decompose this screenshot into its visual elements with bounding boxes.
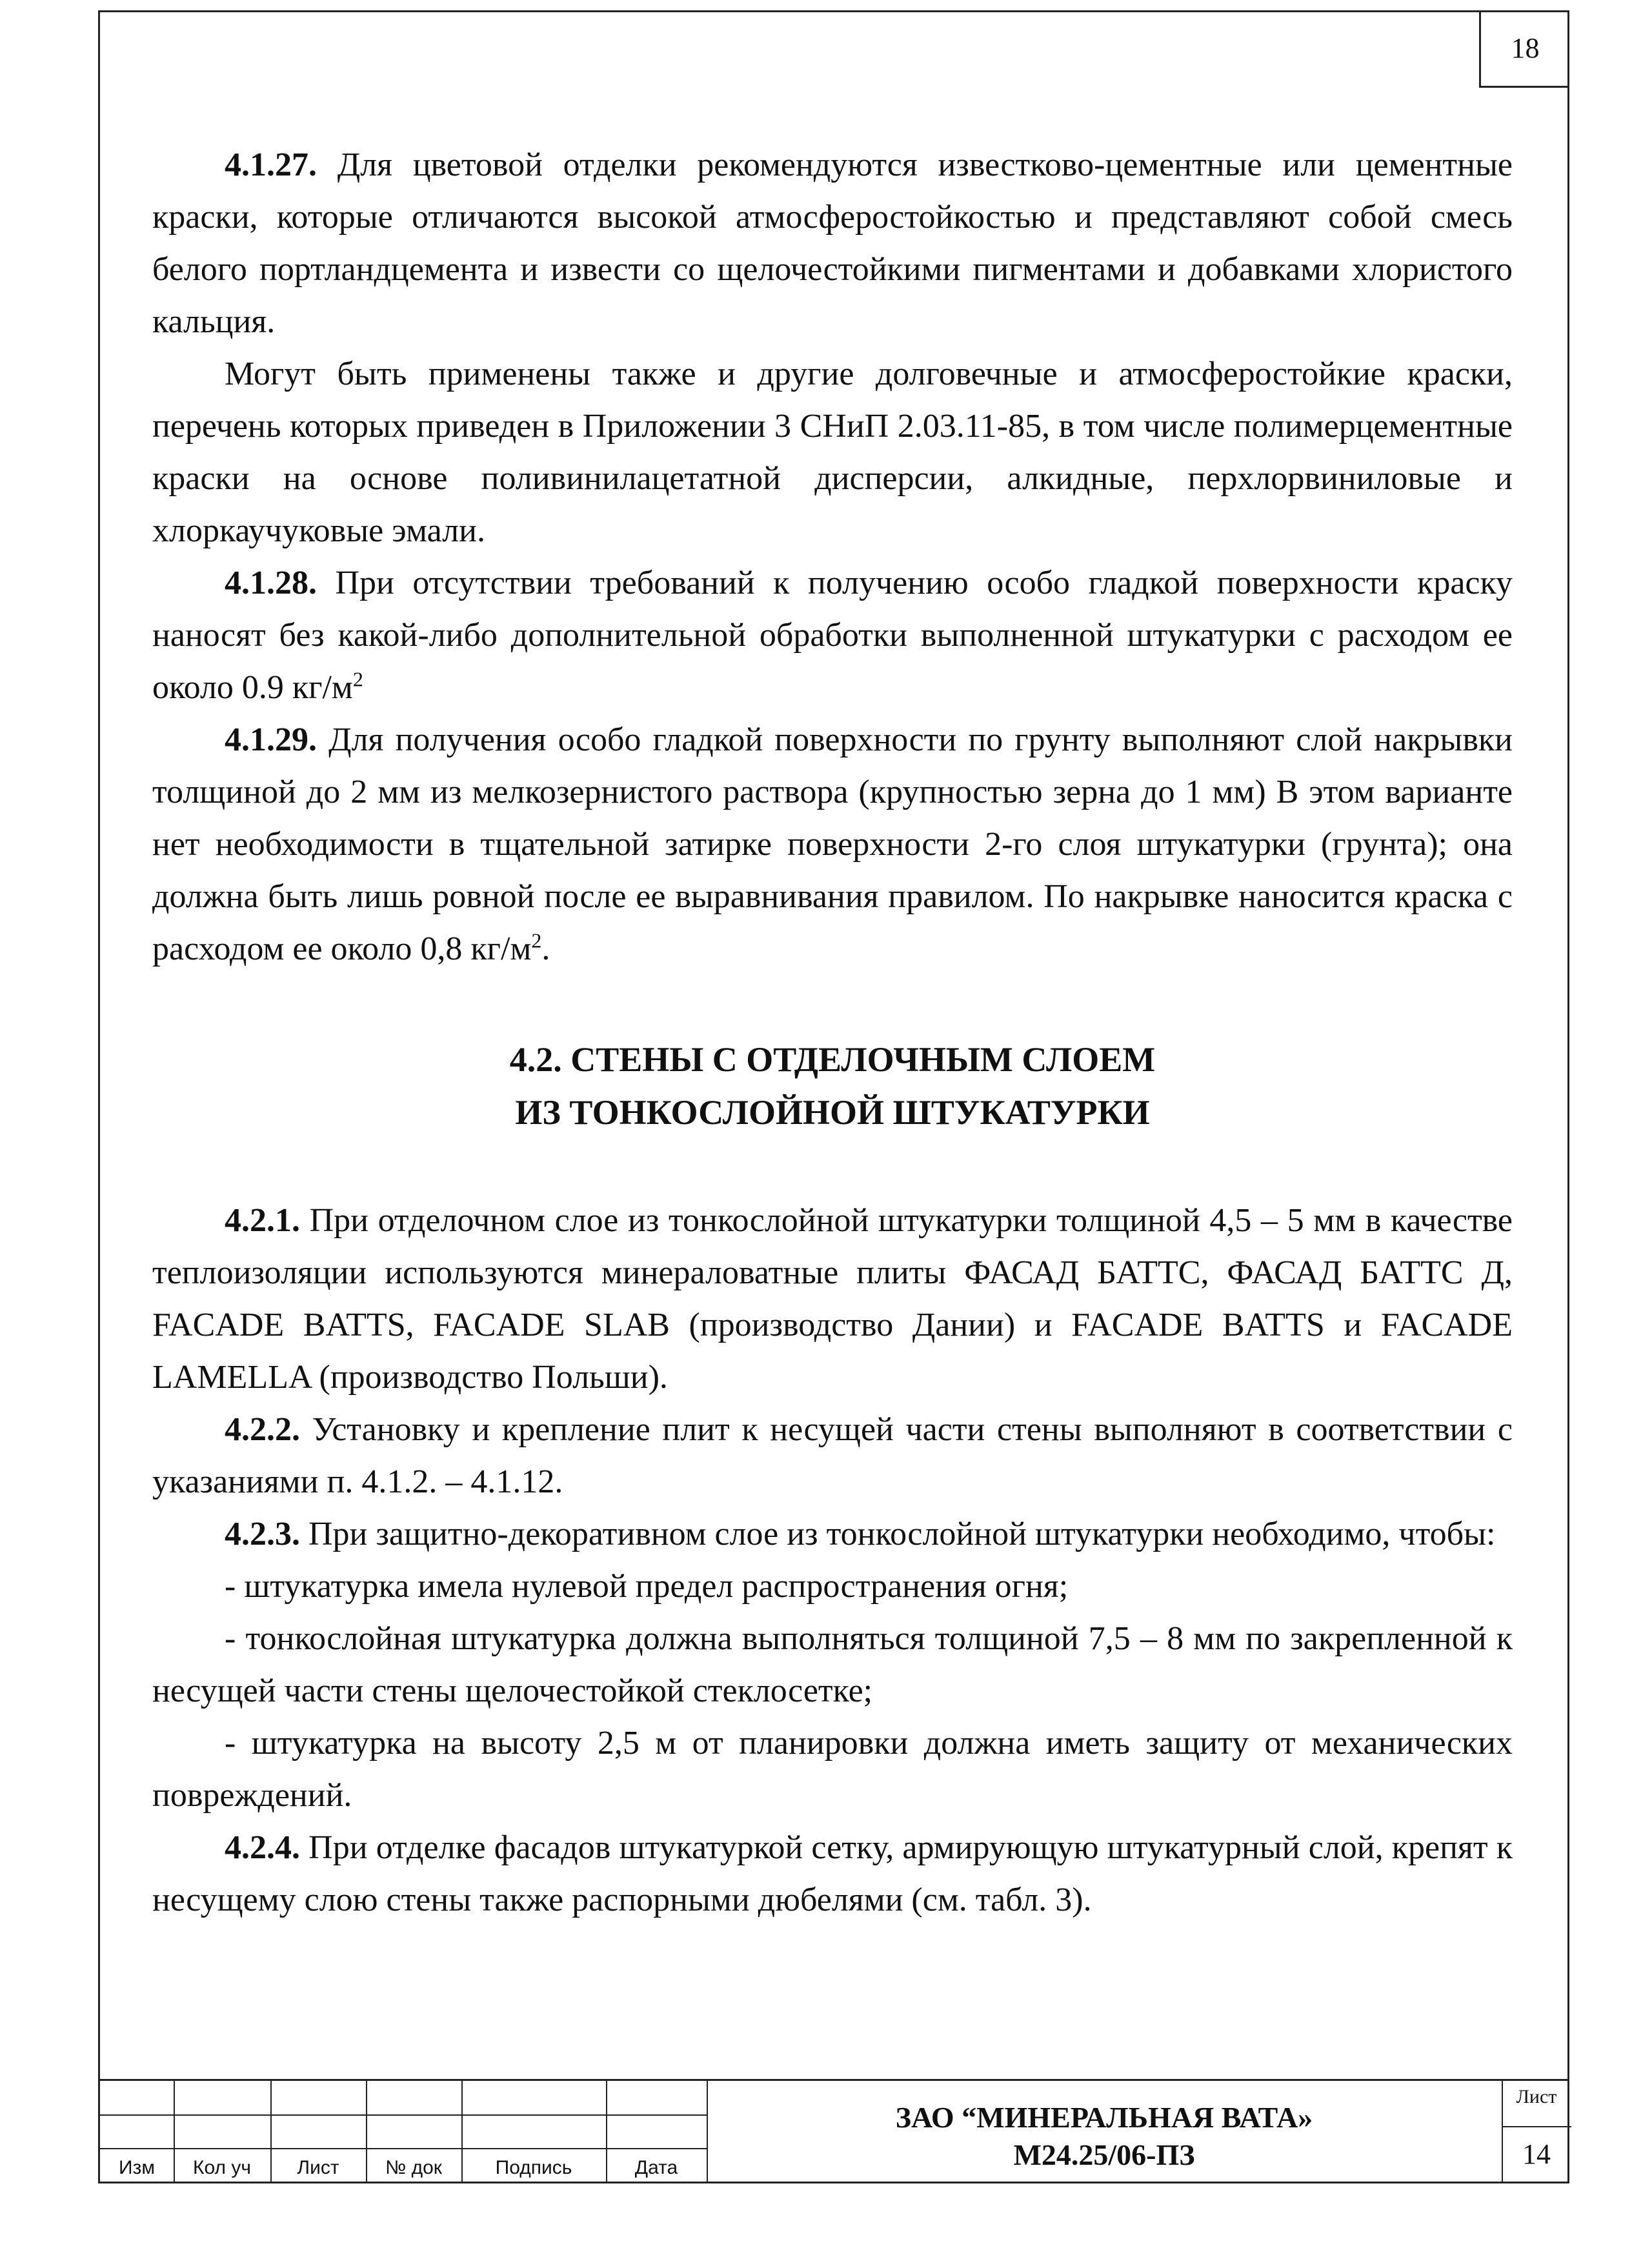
paragraph-text: При отсутствии требований к получению особо гладкой поверхности краску наносят без какой-либо дополнительной обработки выполненной штукатурки с расходом ее около 0.9 кг/м <box>152 565 1513 706</box>
paragraph-text: - тонкослойная штукатурка должна выполняться толщиной 7,5 – 8 мм по закрепленной к несущей части стены щелочестойкой стеклосетке; <box>152 1620 1513 1709</box>
paragraph-number: 4.2.3. <box>225 1516 300 1552</box>
paragraph-text: Установку и крепление плит к несущей части стены выполняют в соответствии с указаниями п. 4.1.2. – 4.1.12. <box>152 1411 1513 1500</box>
paragraph-number: 4.1.29. <box>225 721 317 758</box>
col-izm: Изм <box>119 2157 155 2178</box>
organization-name: ЗАО “МИНЕРАЛЬНАЯ ВАТА» <box>895 2101 1313 2134</box>
organization-block <box>707 2099 1502 2174</box>
heading-line-2: ИЗ ТОНКОСЛОЙНОЙ ШТУКАТУРКИ <box>515 1093 1150 1132</box>
paragraph-number: 4.1.28. <box>225 565 317 601</box>
paragraph-number: 4.1.27. <box>225 146 317 183</box>
heading-line-1: 4.2. СТЕНЫ С ОТДЕЛОЧНЫМ СЛОЕМ <box>509 1040 1156 1079</box>
paragraph <box>152 1194 1513 1403</box>
paragraph-text: При защитно-декоративном слое из тонкослойной штукатурки необходимо, чтобы: <box>300 1516 1496 1552</box>
paragraph-text: Для получения особо гладкой поверхности по грунту выполняют слой накрывки толщиной до 2 мм из мелкозернистого раствора (крупностью зерна до 1 мм) В этом варианте нет необходимости в тщательной затирке поверхности 2-го слоя штукатурки (грунта); она должна быть лишь ровной после ее выравнивания правилом. По накрывке наносится краска с расходом ее около 0,8 кг/м <box>152 721 1513 967</box>
section-4-2-paragraphs <box>152 1194 1513 1926</box>
paragraph <box>152 348 1513 557</box>
paragraph <box>152 714 1513 975</box>
paragraph <box>152 1403 1513 1508</box>
section-4-1-paragraphs <box>152 139 1513 975</box>
col-kol-uch: Кол уч <box>193 2157 251 2178</box>
paragraph-tail: . <box>541 930 550 967</box>
superscript: 2 <box>531 928 542 952</box>
col-date: Дата <box>634 2157 678 2178</box>
title-block <box>98 2079 1569 2183</box>
superscript: 2 <box>352 667 363 691</box>
sheet-label: Лист <box>1516 2086 1557 2107</box>
paragraph <box>152 557 1513 714</box>
paragraph-text: Могут быть применены также и другие долговечные и атмосферостойкие краски, перечень которых приведен в Приложении 3 СНиП 2.03.11-85, в том числе полимерцементные краски на основе поливинилацетатной дисперсии, алкидные, перхлорвиниловые и хлоркаучуковые эмали. <box>152 356 1513 549</box>
page-number: 18 <box>1479 10 1569 88</box>
paragraph <box>152 1717 1513 1821</box>
document-code: М24.25/06-ПЗ <box>1013 2138 1195 2171</box>
paragraph-text: - штукатурка имела нулевой предел распространения огня; <box>225 1568 1069 1605</box>
paragraph <box>152 1560 1513 1612</box>
sheet-number: 14 <box>1522 2138 1551 2170</box>
document-body <box>152 139 1513 1926</box>
col-doc-num: № док <box>385 2157 442 2178</box>
col-list: Лист <box>297 2157 339 2178</box>
paragraph-text: При отделочном слое из тонкослойной штукатурки толщиной 4,5 – 5 мм в качестве теплоизоляции используются минераловатные плиты ФАСАД БАТТС, ФАСАД БАТТС Д, FACADE BATTS, FACADE SLAB (производство Дании) и FACADE BATTS и FACADE LAMELLA (производство Польши). <box>152 1202 1513 1396</box>
paragraph-number: 4.2.2. <box>225 1411 300 1448</box>
paragraph-text: - штукатурка на высоту 2,5 м от планировки должна иметь защиту от механических повреждений. <box>152 1725 1513 1814</box>
paragraph-number: 4.2.1. <box>225 1202 300 1239</box>
paragraph-text: При отделке фасадов штукатуркой сетку, армирующую штукатурный слой, крепят к несущему слою стены также распорными дюбелями (см. табл. 3). <box>152 1829 1513 1918</box>
paragraph <box>152 1612 1513 1717</box>
paragraph <box>152 139 1513 348</box>
section-heading <box>152 1033 1513 1139</box>
col-signature: Подпись <box>495 2157 572 2178</box>
paragraph-text: Для цветовой отделки рекомендуются известково-цементные или цементные краски, которые отличаются высокой атмосферостойкостью и представляют собой смесь белого портландцемента и извести со щелочестойкими пигментами и добавками хлористого кальция. <box>152 146 1513 340</box>
paragraph <box>152 1508 1513 1560</box>
paragraph <box>152 1821 1513 1926</box>
paragraph-number: 4.2.4. <box>225 1829 300 1866</box>
